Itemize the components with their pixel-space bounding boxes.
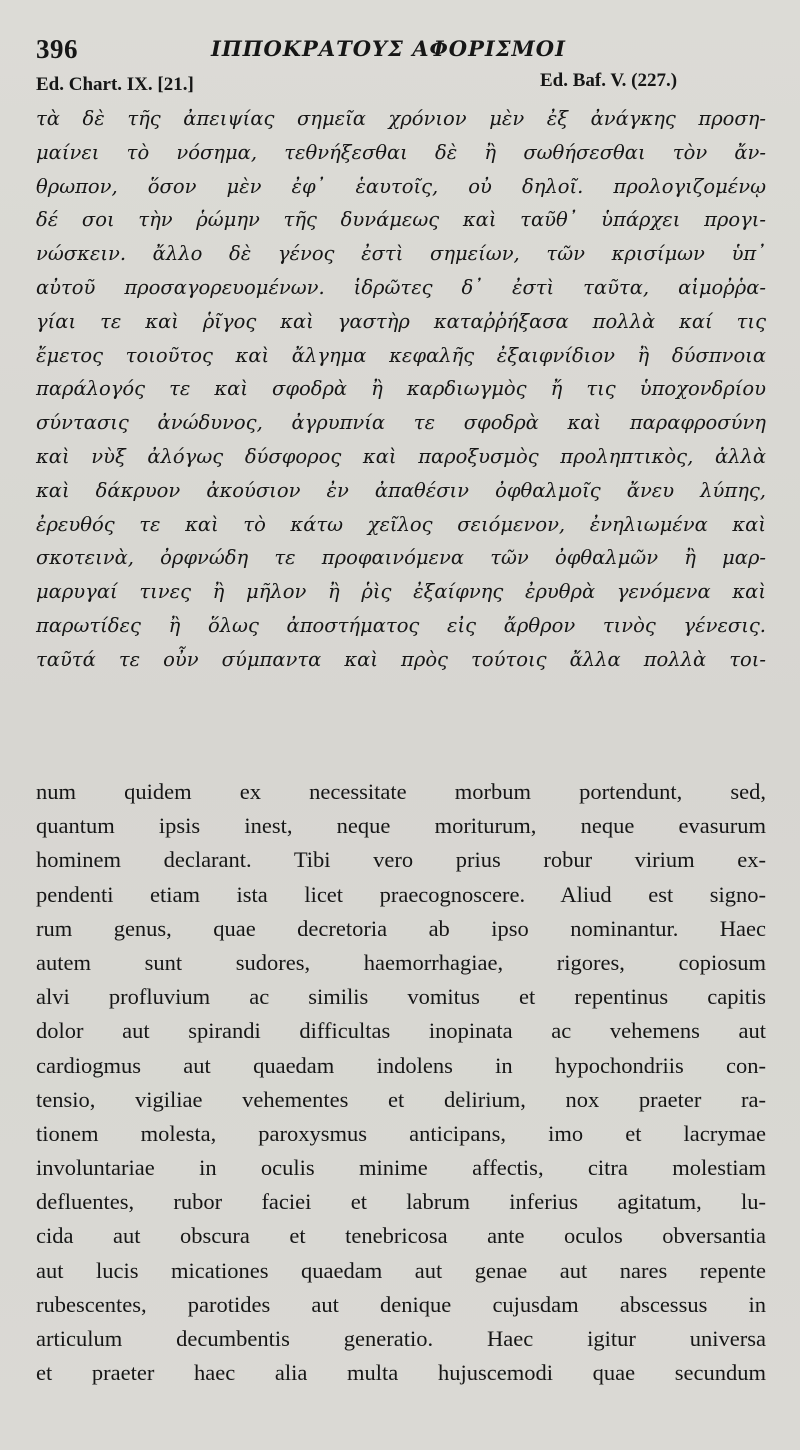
latin-line: autem sunt sudores, haemorrhagiae, rigores, copiosum: [36, 949, 766, 975]
greek-text-block: [36, 104, 766, 679]
latin-line: defluentes, rubor faciei et labrum inferius agitatum, lu-: [36, 1189, 766, 1215]
greek-line: καὶ δάκρυον ἀκούσιον ἐν ἀπαθέσιν ὀφθαλμοῖς ἄνευ λύπης,: [36, 478, 766, 502]
greek-line: νώσκειν. ἄλλο δὲ γένος ἐστὶ σημείων, τῶν κρισίμων ὑπ᾽: [36, 242, 766, 266]
latin-line: alvi profluvium ac similis vomitus et repentinus capitis: [36, 984, 766, 1010]
greek-line: ἐρευθός τε καὶ τὸ κάτω χεῖλος σειόμενον, ἐνηλιωμένα καὶ: [36, 512, 766, 536]
latin-line: articulum decumbentis generatio. Haec igitur universa: [36, 1326, 766, 1351]
running-title: ΙΠΠΟΚΡΑΤΟΥΣ ΑΦΟΡΙΣΜΟΙ: [211, 36, 566, 61]
greek-line: αὐτοῦ προσαγορευομένων. ἱδρῶτες δ᾽ ἐστὶ ταῦτα, αἱμοῤῥα-: [36, 275, 766, 299]
latin-line: rum genus, quae decretoria ab ipso nominantur. Haec: [36, 915, 766, 941]
page-header: [36, 34, 766, 70]
greek-line: ἔμετος τοιοῦτος καὶ ἄλγημα κεφαλῆς ἐξαιφνίδιον ἢ δύσπνοια: [36, 343, 766, 367]
greek-line: θρωπον, ὅσον μὲν ἐφ᾽ ἑαυτοῖς, οὐ δηλοῖ. προλογιζομένῳ: [36, 174, 766, 198]
greek-line: παράλογός τε καὶ σφοδρὰ ἢ καρδιωγμὸς ἤ τις ὑποχονδρίου: [36, 377, 766, 401]
latin-line: dolor aut spirandi difficultas inopinata ac vehemens aut: [36, 1018, 766, 1044]
greek-line: τὰ δὲ τῆς ἀπειψίας σημεῖα χρόνιον μὲν ἐξ ἀνάγκης προση-: [36, 107, 766, 130]
latin-line: cardiogmus aut quaedam indolens in hypochondriis con-: [36, 1052, 766, 1078]
greek-line: μαίνει τὸ νόσημα, τεθνήξεσθαι δὲ ἢ σωθήσεσθαι τὸν ἄν-: [36, 140, 766, 164]
latin-line: num quidem ex necessitate morbum portendunt, sed,: [36, 779, 766, 804]
greek-line: καὶ νὺξ ἀλόγως δύσφορος καὶ παροξυσμὸς προληπτικὸς, ἀλλὰ: [36, 444, 766, 468]
latin-line: cida aut obscura et tenebricosa ante oculos obversantia: [36, 1223, 766, 1249]
latin-line: tionem molesta, paroxysmus anticipans, imo et lacrymae: [36, 1120, 766, 1146]
latin-line: rubescentes, parotides aut denique cujusdam abscessus in: [36, 1291, 766, 1317]
latin-line: et praeter haec alia multa hujuscemodi quae secundum: [36, 1360, 766, 1386]
greek-line: μαρυγαί τινες ἢ μῆλον ἢ ῥὶς ἐξαίφνης ἐρυθρὰ γενόμενα καὶ: [36, 580, 766, 604]
greek-line: δέ σοι τὴν ῥώμην τῆς δυνάμεως καὶ ταῦθ᾽ ὑπάρχει προγι-: [36, 208, 766, 232]
edition-reference-right: Ed. Baf. V. (227.): [540, 70, 678, 91]
page-number: 396: [36, 34, 78, 64]
greek-line: γίαι τε καὶ ῥῖγος καὶ γαστὴρ καταῤῥήξασα πολλὰ καί τις: [36, 309, 766, 333]
greek-line: σύντασις ἀνώδυνος, ἀγρυπνία τε σφοδρὰ καὶ παραφροσύνη: [36, 411, 766, 435]
greek-line: ταῦτά τε οὖν σύμπαντα καὶ πρὸς τούτοις ἄλλα πολλὰ τοι-: [36, 647, 766, 671]
latin-line: hominem declarant. Tibi vero prius robur virium ex-: [36, 847, 766, 873]
latin-line: pendenti etiam ista licet praecognoscere. Aliud est signo-: [36, 881, 766, 907]
latin-line: tensio, vigiliae vehementes et delirium, nox praeter ra-: [36, 1086, 766, 1112]
latin-text-block: [36, 776, 766, 1391]
latin-line: aut lucis micationes quaedam aut genae aut nares repente: [36, 1257, 766, 1283]
latin-line: quantum ipsis inest, neque moriturum, neque evasurum: [36, 813, 766, 839]
latin-line: involuntariae in oculis minime affectis, citra molestiam: [36, 1155, 766, 1181]
edition-reference-left: Ed. Chart. IX. [21.]: [36, 74, 194, 95]
greek-line: σκοτεινὰ, ὀρφνώδη τε προφαινόμενα τῶν ὀφθαλμῶν ἢ μαρ-: [36, 546, 766, 570]
greek-line: παρωτίδες ἢ ὅλως ἀποστήματος εἰς ἄρθρον τινὸς γένεσις.: [36, 613, 766, 637]
